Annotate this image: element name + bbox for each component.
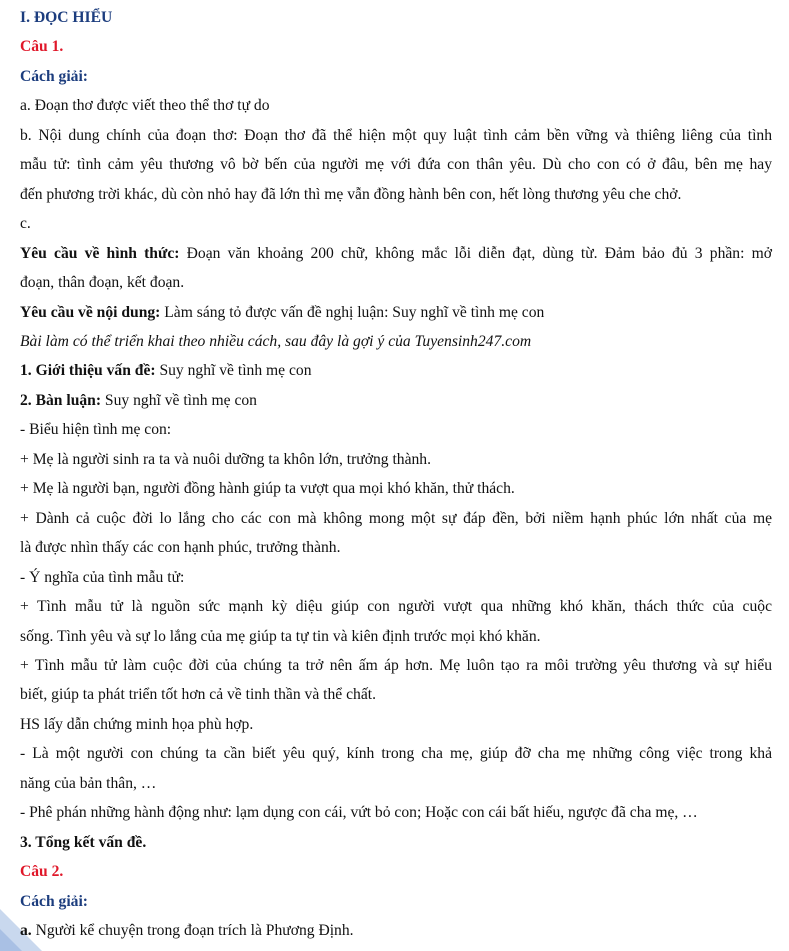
q2-answer-a xyxy=(20,916,772,945)
form-requirement-label: Yêu cầu về hình thức: xyxy=(20,244,180,262)
q1-answer-c: c. xyxy=(20,215,31,233)
part-1-text: Suy nghĩ về tình mẹ con xyxy=(155,362,312,380)
q1-answer-a: a. Đoạn thơ được viết theo thể thơ tự do xyxy=(20,97,270,115)
form-requirement-text: Đoạn văn khoảng 200 chữ, không mắc lỗi diễn đạt, dùng từ. Đảm bảo đủ 3 phần: mở xyxy=(179,244,772,262)
corner-decoration-inner xyxy=(0,929,22,951)
part-1-intro xyxy=(20,356,772,385)
q1-answer-b-line3: đến phương trời khác, dù còn nhỏ hay đã lớn thì mẹ vẫn đồng hành bên con, hết lòng thương yêu che chở. xyxy=(20,185,682,203)
list-line: HS lấy dẫn chứng minh họa phù hợp. xyxy=(20,715,254,733)
form-requirement-line1 xyxy=(20,239,772,268)
part-2-label: 2. Bàn luận: xyxy=(20,391,102,409)
part-1-label: 1. Giới thiệu vấn đề: xyxy=(20,362,156,380)
list-line: năng của bản thân, … xyxy=(20,774,157,792)
question-1-label: Câu 1. xyxy=(20,38,64,56)
content-requirement-text: Làm sáng tỏ được vấn đề nghị luận: Suy nghĩ về tình mẹ con xyxy=(160,303,545,321)
list-line: + Dành cả cuộc đời lo lắng cho các con mà không mong một sự đáp đền, bởi niềm hạnh phúc lớn nhất của mẹ xyxy=(20,509,772,527)
list-line: - Là một người con chúng ta cần biết yêu quý, kính trong cha mẹ, giúp đỡ cha mẹ những công việc trong khả xyxy=(20,745,772,763)
list-line: sống. Tình yêu và sự lo lắng của mẹ giúp ta tự tin và kiên định trước mọi khó khăn. xyxy=(20,627,541,645)
part-3-conclusion: 3. Tổng kết vấn đề. xyxy=(20,833,147,851)
q1-answer-b-line1: b. Nội dung chính của đoạn thơ: Đoạn thơ đã thể hiện một quy luật tình cảm bền vững và thiêng liêng của tình xyxy=(20,126,772,144)
q1-answer-b-line2: mẫu tử: tình cảm yêu thương vô bờ bến của người mẹ với đứa con thân yêu. Dù cho con có ở đâu, bên mẹ hay xyxy=(20,156,772,174)
list-line: + Tình mẫu tử là nguồn sức mạnh kỳ diệu giúp con người vượt qua những khó khăn, thách thức của cuộc xyxy=(20,598,772,616)
q2-answer-a-text: Người kể chuyện trong đoạn trích là Phương Định. xyxy=(31,922,354,940)
suggestion-note: Bài làm có thể triển khai theo nhiều cách, sau đây là gợi ý của Tuyensinh247.com xyxy=(20,332,532,350)
list-line: + Mẹ là người bạn, người đồng hành giúp ta vượt qua mọi khó khăn, thử thách. xyxy=(20,480,515,498)
q2-answer-a-label: a. xyxy=(20,922,32,940)
list-line: - Biểu hiện tình mẹ con: xyxy=(20,421,172,439)
q1-method-heading: Cách giải: xyxy=(20,67,89,85)
list-line: là được nhìn thấy các con hạnh phúc, trưởng thành. xyxy=(20,539,341,557)
content-requirement xyxy=(20,298,772,327)
part-2-text: Suy nghĩ về tình mẹ con xyxy=(101,391,257,409)
section-title: I. ĐỌC HIỂU xyxy=(20,9,113,26)
part-2-discussion xyxy=(20,386,772,415)
content-requirement-label: Yêu cầu về nội dung: xyxy=(20,303,161,321)
list-line: + Mẹ là người sinh ra ta và nuôi dưỡng ta khôn lớn, trưởng thành. xyxy=(20,450,432,468)
list-line: - Phê phán những hành động như: lạm dụng con cái, vứt bỏ con; Hoặc con cái bất hiếu, ngược đã cha mẹ, … xyxy=(20,804,698,822)
list-line: biết, giúp ta phát triển tốt hơn cả về tinh thần và thể chất. xyxy=(20,686,376,704)
list-line: + Tình mẫu tử làm cuộc đời của chúng ta trở nên ấm áp hơn. Mẹ luôn tạo ra môi trường yêu thương và sự hiểu xyxy=(20,656,772,674)
list-line: - Ý nghĩa của tình mẫu tử: xyxy=(20,568,185,586)
document-page xyxy=(20,3,772,946)
form-requirement-line2: đoạn, thân đoạn, kết đoạn. xyxy=(20,274,185,292)
q2-method-heading: Cách giải: xyxy=(20,892,89,910)
question-2-label: Câu 2. xyxy=(20,863,64,881)
